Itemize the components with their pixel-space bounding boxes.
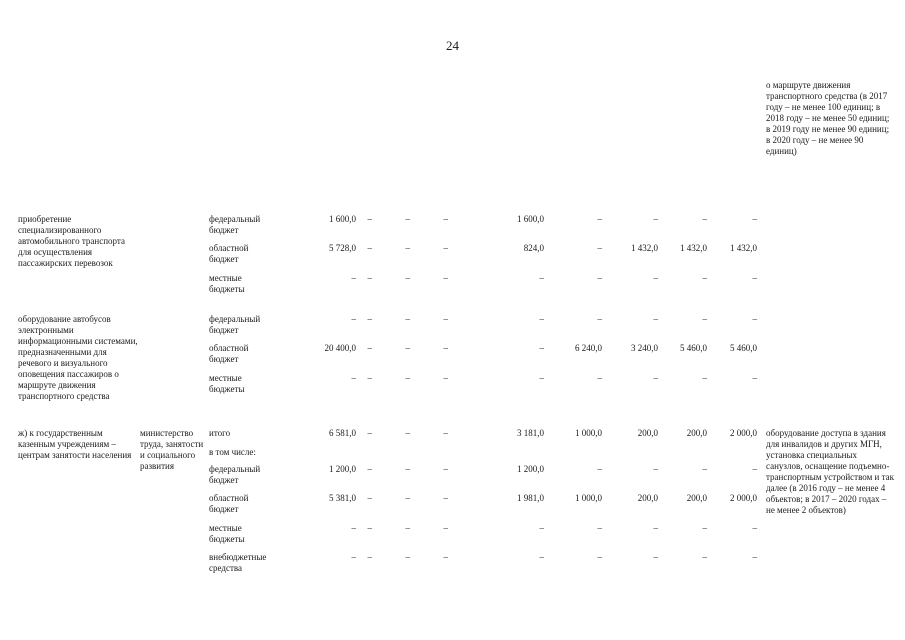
value-cell: 5 728,0 xyxy=(329,243,356,253)
value-cell: – xyxy=(539,523,544,533)
value-cell: 1 600,0 xyxy=(517,214,544,224)
value-cell: – xyxy=(367,552,372,562)
value-cell: – xyxy=(702,314,707,324)
value-cell: – xyxy=(597,314,602,324)
value-cell: – xyxy=(702,273,707,283)
value-cell: 1 000,0 xyxy=(575,493,602,503)
value-cell: 6 581,0 xyxy=(329,428,356,438)
section2-source-regional: областной бюджет xyxy=(209,343,249,364)
value-cell: – xyxy=(653,523,658,533)
value-cell: – xyxy=(405,464,410,474)
section3-description: ж) к государственным казенным учреждениям – центрам занятости населения xyxy=(18,428,132,460)
value-cell: – xyxy=(752,314,757,324)
value-cell: 1 981,0 xyxy=(517,493,544,503)
value-cell: – xyxy=(367,214,372,224)
value-cell: – xyxy=(752,464,757,474)
value-cell: 1 000,0 xyxy=(575,428,602,438)
top-note: о маршруте движения транспортного средства (в 2017 году – не менее 100 единиц; в 2018 году – не менее 50 единиц; в 2019 году не менее 90 единиц; в 2020 году – не менее 90 единиц) xyxy=(766,80,890,156)
value-cell: – xyxy=(597,243,602,253)
value-cell: – xyxy=(443,314,448,324)
section2-source-local: местные бюджеты xyxy=(209,373,245,394)
value-cell: – xyxy=(443,523,448,533)
value-cell: – xyxy=(405,428,410,438)
value-cell: – xyxy=(653,373,658,383)
value-cell: – xyxy=(702,373,707,383)
value-cell: – xyxy=(405,343,410,353)
value-cell: – xyxy=(443,493,448,503)
value-cell: – xyxy=(367,493,372,503)
section3-source-regional: областной бюджет xyxy=(209,493,249,514)
value-cell: 5 460,0 xyxy=(680,343,707,353)
section3-note: оборудование доступа в здания для инвалидов и других МГН, установка специальных санузлов, оснащение подъемно-транспортным устройством и так далее (в 2016 году – не менее 4 объектов; в 2017 – 2020 годах – не менее 2 объектов) xyxy=(766,428,895,515)
value-cell: – xyxy=(539,343,544,353)
value-cell: – xyxy=(597,273,602,283)
value-cell: – xyxy=(405,373,410,383)
value-cell: – xyxy=(405,314,410,324)
value-cell: – xyxy=(367,343,372,353)
value-cell: – xyxy=(539,314,544,324)
value-cell: 1 432,0 xyxy=(631,243,658,253)
value-cell: – xyxy=(405,523,410,533)
section2-description: оборудование автобусов электронными информационными системами, предназначенными для речевого и визуального оповещения пассажиров о маршруте движения транспортного средства xyxy=(18,314,138,401)
value-cell: – xyxy=(597,373,602,383)
value-cell: – xyxy=(351,314,356,324)
value-cell: – xyxy=(351,552,356,562)
section3-including: в том числе: xyxy=(209,447,256,457)
value-cell: 20 400,0 xyxy=(324,343,356,353)
value-cell: 2 000,0 xyxy=(730,428,757,438)
value-cell: 824,0 xyxy=(523,243,544,253)
value-cell: – xyxy=(653,214,658,224)
value-cell: 5 381,0 xyxy=(329,493,356,503)
value-cell: – xyxy=(653,273,658,283)
section3-source-local: местные бюджеты xyxy=(209,523,245,544)
value-cell: – xyxy=(443,214,448,224)
value-cell: 3 181,0 xyxy=(517,428,544,438)
value-cell: 1 432,0 xyxy=(730,243,757,253)
value-cell: – xyxy=(597,464,602,474)
value-cell: – xyxy=(597,214,602,224)
value-cell: 200,0 xyxy=(686,493,707,503)
value-cell: – xyxy=(597,523,602,533)
value-cell: – xyxy=(443,243,448,253)
value-cell: – xyxy=(653,552,658,562)
value-cell: – xyxy=(702,464,707,474)
value-cell: 6 240,0 xyxy=(575,343,602,353)
value-cell: – xyxy=(367,464,372,474)
section3-source-extrabudget: внебюджетные средства xyxy=(209,552,267,573)
value-cell: – xyxy=(702,552,707,562)
section3-source-total: итого xyxy=(209,428,231,438)
value-cell: – xyxy=(443,428,448,438)
value-cell: – xyxy=(752,273,757,283)
value-cell: – xyxy=(367,273,372,283)
value-cell: – xyxy=(351,523,356,533)
value-cell: 200,0 xyxy=(637,493,658,503)
value-cell: – xyxy=(539,373,544,383)
value-cell: – xyxy=(653,314,658,324)
section3-responsible: министерство труда, занятости и социального развития xyxy=(140,428,204,471)
value-cell: – xyxy=(351,273,356,283)
value-cell: 1 600,0 xyxy=(329,214,356,224)
value-cell: – xyxy=(405,552,410,562)
value-cell: 2 000,0 xyxy=(730,493,757,503)
value-cell: – xyxy=(653,464,658,474)
value-cell: – xyxy=(443,464,448,474)
value-cell: – xyxy=(367,428,372,438)
value-cell: – xyxy=(539,552,544,562)
value-cell: – xyxy=(405,243,410,253)
value-cell: 5 460,0 xyxy=(730,343,757,353)
value-cell: – xyxy=(702,214,707,224)
value-cell: 1 200,0 xyxy=(517,464,544,474)
value-cell: – xyxy=(443,552,448,562)
value-cell: 200,0 xyxy=(686,428,707,438)
value-cell: – xyxy=(367,243,372,253)
section3-source-federal: федеральный бюджет xyxy=(209,464,261,485)
value-cell: 1 200,0 xyxy=(329,464,356,474)
value-cell: – xyxy=(405,214,410,224)
value-cell: – xyxy=(405,273,410,283)
value-cell: – xyxy=(367,314,372,324)
value-cell: – xyxy=(443,373,448,383)
value-cell: 1 432,0 xyxy=(680,243,707,253)
section2-source-federal: федеральный бюджет xyxy=(209,314,261,335)
value-cell: – xyxy=(351,373,356,383)
value-cell: – xyxy=(752,523,757,533)
value-cell: – xyxy=(752,552,757,562)
value-cell: – xyxy=(752,214,757,224)
section1-description: приобретение специализированного автомобильного транспорта для осуществления пассажирских перевозок xyxy=(18,214,125,268)
value-cell: – xyxy=(752,373,757,383)
value-cell: – xyxy=(405,493,410,503)
value-cell: – xyxy=(443,343,448,353)
value-cell: – xyxy=(367,523,372,533)
value-cell: – xyxy=(539,273,544,283)
section1-source-local: местные бюджеты xyxy=(209,273,245,294)
value-cell: – xyxy=(443,273,448,283)
value-cell: 200,0 xyxy=(637,428,658,438)
page-number: 24 xyxy=(446,38,459,53)
section1-source-regional: областной бюджет xyxy=(209,243,249,264)
value-cell: 3 240,0 xyxy=(631,343,658,353)
value-cell: – xyxy=(702,523,707,533)
value-cell: – xyxy=(367,373,372,383)
section1-source-federal: федеральный бюджет xyxy=(209,214,261,235)
value-cell: – xyxy=(597,552,602,562)
